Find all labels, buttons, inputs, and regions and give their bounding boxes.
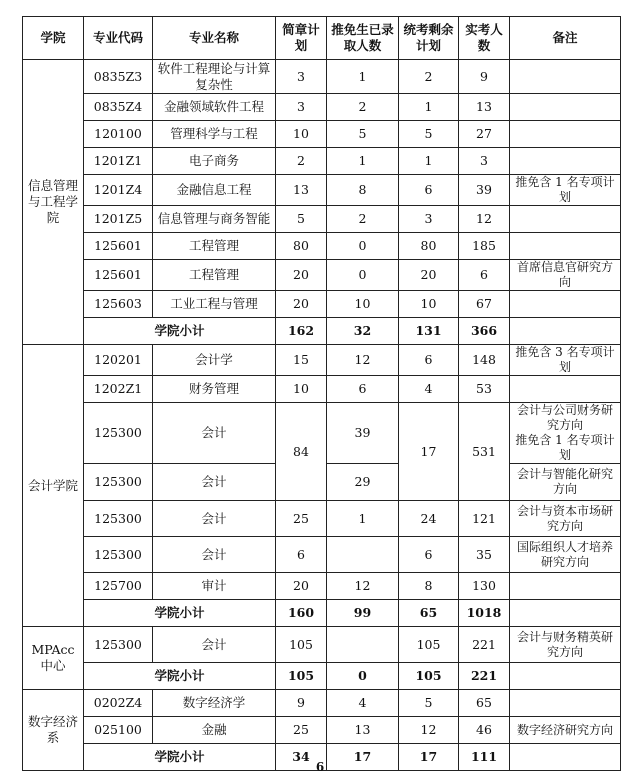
remain-count: 2: [399, 60, 459, 94]
note: [510, 573, 621, 600]
table-row: [23, 627, 621, 663]
exempt-count: 1: [327, 501, 399, 537]
table-row: [23, 233, 621, 260]
remain-count: 80: [399, 233, 459, 260]
note: [510, 206, 621, 233]
table-row: [23, 121, 621, 148]
subtotal-exam: 221: [459, 663, 510, 690]
page-number: 6: [315, 760, 325, 774]
table-row: [23, 501, 621, 537]
plan-count: 20: [276, 573, 327, 600]
major-code: 0202Z4: [84, 690, 153, 717]
exam-count: 130: [459, 573, 510, 600]
header-code: 专业代码: [84, 17, 153, 60]
major-name: 工业工程与管理: [153, 291, 276, 318]
exempt-count: 29: [327, 464, 399, 501]
remain-count: 8: [399, 573, 459, 600]
major-name: 管理科学与工程: [153, 121, 276, 148]
major-code: 125601: [84, 260, 153, 291]
note: [510, 690, 621, 717]
subtotal-exam: 1018: [459, 600, 510, 627]
major-code: 125603: [84, 291, 153, 318]
subtotal-exam: 111: [459, 744, 510, 771]
college-name: MPAcc 中心: [23, 627, 84, 690]
major-code: 1201Z4: [84, 175, 153, 206]
exam-count: 65: [459, 690, 510, 717]
major-name: 软件工程理论与计算复杂性: [153, 60, 276, 94]
major-code: 0835Z4: [84, 94, 153, 121]
exam-count: 46: [459, 717, 510, 744]
subtotal-exempt: 32: [327, 318, 399, 345]
plan-count: 84: [276, 403, 327, 501]
exam-count: 221: [459, 627, 510, 663]
remain-count: 24: [399, 501, 459, 537]
remain-count: 12: [399, 717, 459, 744]
exempt-count: 12: [327, 573, 399, 600]
note: [510, 233, 621, 260]
remain-count: 6: [399, 345, 459, 376]
exempt-count: 0: [327, 260, 399, 291]
note: 会计与财务精英研究方向: [510, 627, 621, 663]
subtotal-label: 学院小计: [84, 663, 276, 690]
major-name: 金融信息工程: [153, 175, 276, 206]
header-exam: 实考人数: [459, 17, 510, 60]
table-row: [23, 345, 621, 376]
exempt-count: 6: [327, 376, 399, 403]
major-code: 125300: [84, 501, 153, 537]
subtotal-label: 学院小计: [84, 744, 276, 771]
plan-count: 80: [276, 233, 327, 260]
major-code: 0835Z3: [84, 60, 153, 94]
major-code: 120201: [84, 345, 153, 376]
plan-count: 20: [276, 260, 327, 291]
table-row: [23, 717, 621, 744]
subtotal-exempt: 99: [327, 600, 399, 627]
note: 推免含 3 名专项计划: [510, 345, 621, 376]
subtotal-plan: 162: [276, 318, 327, 345]
major-name: 财务管理: [153, 376, 276, 403]
remain-count: 5: [399, 121, 459, 148]
remain-count: 6: [399, 537, 459, 573]
header-note: 备注: [510, 17, 621, 60]
note-line: 推免含 1 名专项计划: [515, 433, 615, 462]
major-name: 工程管理: [153, 260, 276, 291]
admissions-table: [22, 16, 621, 771]
note: [510, 663, 621, 690]
major-code: 125601: [84, 233, 153, 260]
table-row: [23, 148, 621, 175]
note: 国际组织人才培养研究方向: [510, 537, 621, 573]
remain-count: 20: [399, 260, 459, 291]
exempt-count: 4: [327, 690, 399, 717]
subtotal-exempt: 17: [327, 744, 399, 771]
remain-count: 1: [399, 94, 459, 121]
exempt-count: 12: [327, 345, 399, 376]
table-row: [23, 94, 621, 121]
note: [510, 291, 621, 318]
note: [510, 148, 621, 175]
plan-count: 20: [276, 291, 327, 318]
note: [510, 94, 621, 121]
exam-count: 9: [459, 60, 510, 94]
remain-count: 1: [399, 148, 459, 175]
major-name: 工程管理: [153, 233, 276, 260]
major-name: 会计: [153, 537, 276, 573]
plan-count: 25: [276, 501, 327, 537]
plan-count: 10: [276, 376, 327, 403]
subtotal-exempt: 0: [327, 663, 399, 690]
exam-count: 6: [459, 260, 510, 291]
major-name: 金融: [153, 717, 276, 744]
header-plan: 简章计划: [276, 17, 327, 60]
major-name: 会计: [153, 627, 276, 663]
plan-count: 25: [276, 717, 327, 744]
table-row: [23, 376, 621, 403]
plan-count: 5: [276, 206, 327, 233]
major-code: 025100: [84, 717, 153, 744]
remain-count: 6: [399, 175, 459, 206]
note: [510, 121, 621, 148]
exempt-count: [327, 537, 399, 573]
table-row: [23, 260, 621, 291]
header-remain: 统考剩余计划: [399, 17, 459, 60]
exempt-count: 10: [327, 291, 399, 318]
plan-count: 3: [276, 94, 327, 121]
subtotal-remain: 105: [399, 663, 459, 690]
subtotal-plan: 105: [276, 663, 327, 690]
exempt-count: 5: [327, 121, 399, 148]
plan-count: 15: [276, 345, 327, 376]
exam-count: 27: [459, 121, 510, 148]
major-name: 会计: [153, 403, 276, 464]
exam-count: 185: [459, 233, 510, 260]
major-code: 125300: [84, 627, 153, 663]
major-name: 信息管理与商务智能: [153, 206, 276, 233]
exempt-count: 0: [327, 233, 399, 260]
subtotal-row: [23, 600, 621, 627]
subtotal-row: [23, 663, 621, 690]
remain-count: 3: [399, 206, 459, 233]
exempt-count: 2: [327, 94, 399, 121]
exempt-count: [327, 627, 399, 663]
major-name: 会计: [153, 464, 276, 501]
major-code: 125300: [84, 403, 153, 464]
subtotal-remain: 131: [399, 318, 459, 345]
exam-count: 13: [459, 94, 510, 121]
exam-count: 121: [459, 501, 510, 537]
plan-count: 13: [276, 175, 327, 206]
remain-count: 4: [399, 376, 459, 403]
header-major: 专业名称: [153, 17, 276, 60]
subtotal-remain: 17: [399, 744, 459, 771]
remain-count: 17: [399, 403, 459, 501]
major-code: 125700: [84, 573, 153, 600]
exam-count: 67: [459, 291, 510, 318]
subtotal-plan: 160: [276, 600, 327, 627]
remain-count: 5: [399, 690, 459, 717]
note: [510, 600, 621, 627]
major-name: 数字经济学: [153, 690, 276, 717]
table-row: [23, 291, 621, 318]
exam-count: 39: [459, 175, 510, 206]
remain-count: 10: [399, 291, 459, 318]
exam-count: 3: [459, 148, 510, 175]
major-code: 1202Z1: [84, 376, 153, 403]
major-name: 会计: [153, 501, 276, 537]
plan-count: 105: [276, 627, 327, 663]
note: 推免含 1 名专项计划: [510, 175, 621, 206]
major-name: 金融领域软件工程: [153, 94, 276, 121]
plan-count: 6: [276, 537, 327, 573]
major-code: 125300: [84, 537, 153, 573]
exempt-count: 8: [327, 175, 399, 206]
note: [510, 318, 621, 345]
exam-count: 35: [459, 537, 510, 573]
table-row: [23, 206, 621, 233]
college-name: 会计学院: [23, 345, 84, 627]
exam-count: 531: [459, 403, 510, 501]
subtotal-remain: 65: [399, 600, 459, 627]
exam-count: 12: [459, 206, 510, 233]
header-row: [23, 17, 621, 60]
note-line: 会计与公司财务研究方向: [516, 403, 613, 432]
college-name: 数字经济系: [23, 690, 84, 771]
note: 首席信息官研究方向: [510, 260, 621, 291]
remain-count: 105: [399, 627, 459, 663]
plan-count: 3: [276, 60, 327, 94]
table-row: [23, 60, 621, 94]
plan-count: 10: [276, 121, 327, 148]
exempt-count: 1: [327, 60, 399, 94]
subtotal-row: [23, 318, 621, 345]
header-college: 学院: [23, 17, 84, 60]
major-code: 125300: [84, 464, 153, 501]
subtotal-label: 学院小计: [84, 600, 276, 627]
table-row: [23, 690, 621, 717]
subtotal-exam: 366: [459, 318, 510, 345]
major-code: 1201Z1: [84, 148, 153, 175]
note: 数字经济研究方向: [510, 717, 621, 744]
table-row: [23, 175, 621, 206]
exam-count: 53: [459, 376, 510, 403]
table-row: [23, 573, 621, 600]
header-exempt: 推免生已录取人数: [327, 17, 399, 60]
table-row: [23, 403, 621, 464]
exempt-count: 39: [327, 403, 399, 464]
major-code: 1201Z5: [84, 206, 153, 233]
subtotal-plan: 34: [276, 744, 327, 771]
exempt-count: 13: [327, 717, 399, 744]
exam-count: 148: [459, 345, 510, 376]
note: 会计与资本市场研究方向: [510, 501, 621, 537]
major-name: 电子商务: [153, 148, 276, 175]
note: [510, 60, 621, 94]
college-name: 信息管理与工程学院: [23, 60, 84, 345]
table-row: [23, 537, 621, 573]
major-name: 会计学: [153, 345, 276, 376]
exempt-count: 1: [327, 148, 399, 175]
note: [510, 376, 621, 403]
note: [510, 403, 621, 464]
note: 会计与智能化研究方向: [510, 464, 621, 501]
major-code: 120100: [84, 121, 153, 148]
subtotal-label: 学院小计: [84, 318, 276, 345]
exempt-count: 2: [327, 206, 399, 233]
major-name: 审计: [153, 573, 276, 600]
plan-count: 9: [276, 690, 327, 717]
plan-count: 2: [276, 148, 327, 175]
